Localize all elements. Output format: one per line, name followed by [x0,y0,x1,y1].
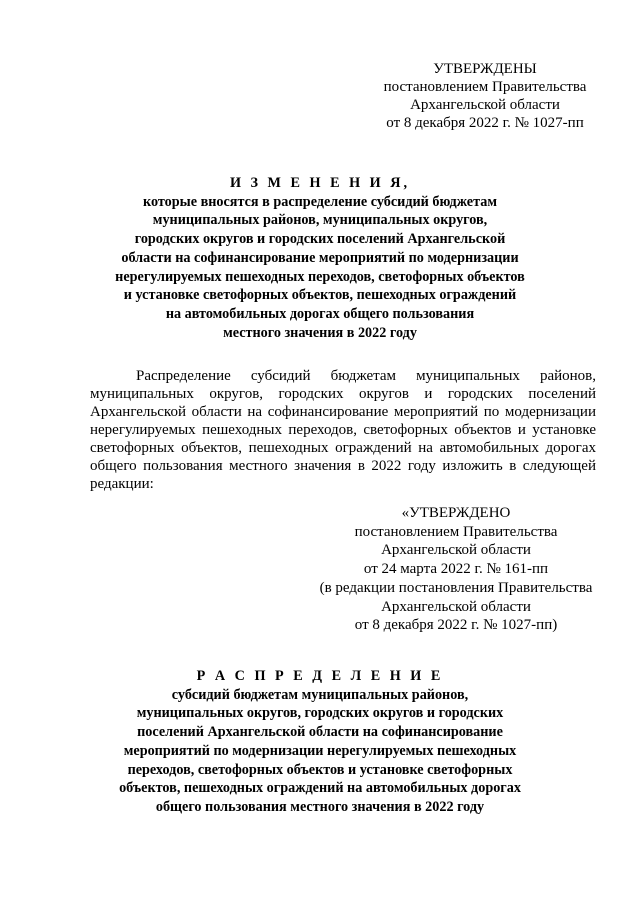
changes-title-line: на автомобильных дорогах общего пользования [165,305,475,322]
quoted-approval-line: от 24 марта 2022 г. № 161-пп [363,561,549,578]
distribution-title-line: объектов, пешеходных ограждений на автомобильных дорогах [119,780,521,797]
approval-stamp [370,60,600,132]
changes-heading [110,174,530,193]
changes-title-line: области на софинансирование мероприятий по модернизации [121,249,519,266]
changes-title [110,174,530,342]
approval-line: Архангельской области [410,97,560,113]
changes-title-line: городских округов и городских поселений Архангельской [134,231,506,248]
distribution-title-line: переходов, светофорных объектов и установке светофорных [127,761,513,778]
body-paragraph [90,367,596,493]
approval-line: от 8 декабря 2022 г. № 1027-пп [386,115,584,131]
approval-line: постановлением Правительства [383,79,587,95]
body-line: светофорных объектов, пешеходных ограждений на автомобильных дорогах [90,440,596,456]
quoted-approval-line: от 8 декабря 2022 г. № 1027-пп) [354,617,558,634]
distribution-title-line: муниципальных округов, городских округов и городских [136,705,504,722]
distribution-title-line: общего пользования местного значения в 2022 году [155,798,485,815]
changes-heading-suffix: , [403,175,411,191]
changes-title-line: местного значения в 2022 году [223,324,417,341]
distribution-title-line: поселений Архангельской области на софинансирование [137,724,503,741]
distribution-title [100,667,540,817]
distribution-heading: Р А С П Р Е Д Е Л Е Н И Е [196,668,444,684]
changes-title-line: нерегулируемых пешеходных переходов, светофорных объектов [115,268,525,285]
quoted-approval-line: (в редакции постановления Правительства [319,579,593,596]
distribution-title-line: мероприятий по модернизации нерегулируемых пешеходных [123,742,517,759]
quoted-approval-line: Архангельской области [381,542,531,559]
quoted-approval-line: Архангельской области [381,598,531,615]
changes-heading-text: И З М Е Н Е Н И Я [229,175,404,191]
body-line: общего пользования местного значения в 2022 году изложить в следующей [90,458,596,474]
changes-title-line: которые вносятся в распределение субсидий бюджетам [143,193,497,210]
body-line: муниципальных округов, городских округов и городских поселений [90,386,596,402]
quoted-approval-line: постановлением Правительства [354,523,558,540]
body-line: Архангельской области на софинансирование мероприятий по модернизации [90,404,596,420]
approval-heading: УТВЕРЖДЕНЫ [433,61,537,77]
distribution-title-line: субсидий бюджетам муниципальных районов, [171,686,469,703]
body-line: редакции: [90,476,154,492]
changes-title-line: муниципальных районов, муниципальных округов, [152,212,488,229]
body-line: Распределение субсидий бюджетам муниципальных районов, [136,368,596,384]
body-line: нерегулируемых пешеходных переходов, светофорных объектов и установке [90,422,596,438]
quoted-approval-line: «УТВЕРЖДЕНО [401,505,511,521]
quoted-approval-stamp [306,504,606,635]
changes-title-line: и установке светофорных объектов, пешеходных ограждений [123,287,517,304]
